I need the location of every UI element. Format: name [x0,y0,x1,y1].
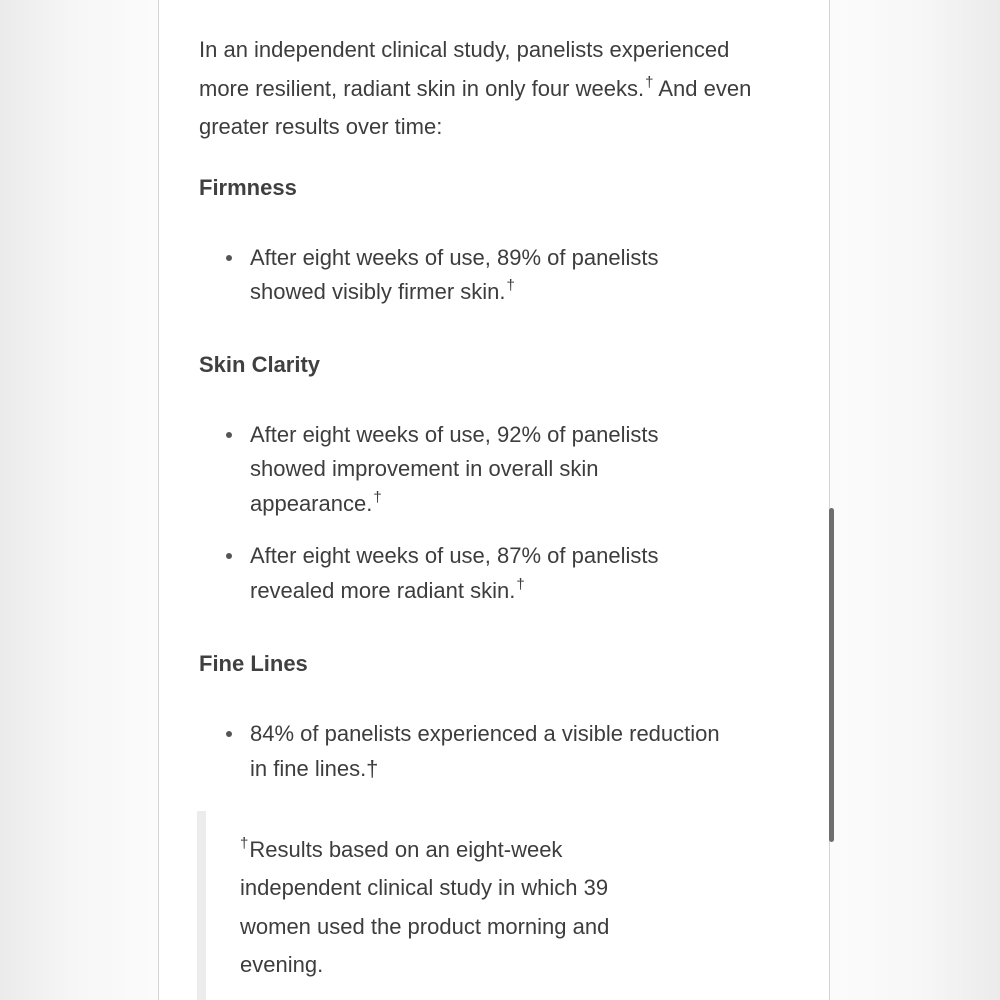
list-item-text: After eight weeks of use, 87% of panelists revealed more radiant skin. [250,543,659,603]
dagger-mark: † [506,277,515,294]
intro-dagger: † [645,73,654,91]
list-item-text: After eight weeks of use, 89% of panelists showed visibly firmer skin. [250,244,659,304]
firmness-list [199,241,779,310]
list-item [250,418,720,522]
dagger-mark: † [373,488,382,506]
footnote-body: Results based on an eight-week independent clinical study in which 39 women used the product morning and evening. [240,837,610,977]
bullet-icon [226,432,232,438]
intro-text-after: And even greater results over time: [199,75,752,139]
dagger-mark: † [516,575,525,593]
scrollbar-thumb[interactable] [829,508,834,842]
list-item [250,241,720,310]
content-panel [158,0,830,1000]
bullet-icon [226,255,232,261]
list-item [250,539,720,608]
footnote-blockquote [197,811,697,1000]
intro-paragraph [199,31,779,147]
footnote-dagger: † [240,835,249,852]
list-item-text: After eight weeks of use, 92% of panelists showed improvement in overall skin appearance. [250,421,659,516]
section-heading-firmness: Firmness [199,174,297,200]
bullet-icon [226,553,232,559]
intro-text: In an independent clinical study, panelists experienced more resilient, radiant skin in only four weeks. [199,37,730,101]
footnote-text [240,831,670,984]
skin-clarity-list [199,418,779,609]
list-item-text: 84% of panelists experienced a visible reduction in fine lines.† [250,721,720,781]
fine-lines-list [199,717,779,786]
bullet-icon [226,731,232,737]
section-heading-skin-clarity: Skin Clarity [199,351,321,377]
list-item [250,717,720,786]
section-heading-fine-lines: Fine Lines [199,651,308,676]
article-body [199,31,779,786]
